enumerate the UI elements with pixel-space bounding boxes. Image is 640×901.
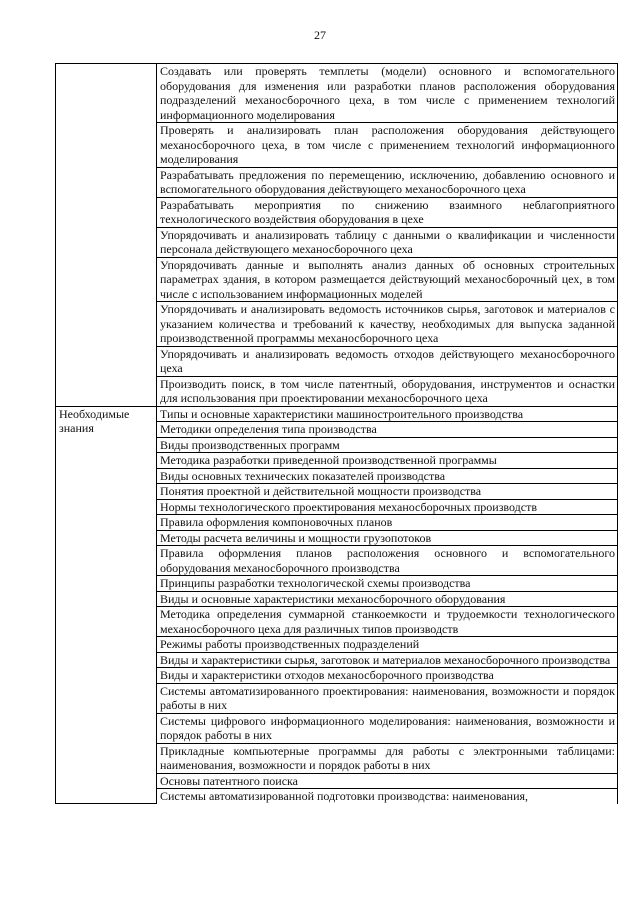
table-body (56, 64, 618, 804)
page-number: 27 (314, 28, 326, 42)
required-knowledge-item: Виды основных технических показателей производства (157, 468, 618, 484)
required-knowledge-item: Правила оформления планов расположения основного и вспомогательного оборудования механосборочного производства (157, 546, 618, 576)
labor-action-item: Разрабатывать мероприятия по снижению взаимного неблагоприятного технологического воздействия оборудования в цехе (157, 197, 618, 227)
required-knowledge-item: Виды и основные характеристики механосборочного оборудования (157, 591, 618, 607)
required-knowledge-item: Системы цифрового информационного моделирования: наименования, возможности и порядок работы в них (157, 713, 618, 743)
required-knowledge-item: Нормы технологического проектирования механосборочных производств (157, 499, 618, 515)
required-knowledge-label: Необходимые знания (56, 406, 157, 804)
required-knowledge-row (56, 406, 618, 422)
labor-action-item: Производить поиск, в том числе патентный, оборудования, инструментов и оснастки для использования при проектировании механосборочного цеха (157, 376, 618, 406)
required-knowledge-item: Принципы разработки технологической схемы производства (157, 576, 618, 592)
labor-action-row (56, 64, 618, 123)
requirements-table (55, 63, 618, 804)
required-knowledge-item: Типы и основные характеристики машиностроительного производства (157, 406, 618, 422)
required-knowledge-item: Методика разработки приведенной производственной программы (157, 453, 618, 469)
required-knowledge-item: Правила оформления компоновочных планов (157, 515, 618, 531)
labor-action-item: Проверять и анализировать план расположения оборудования действующего механосборочного цеха, в том числе с применением технологий информационного моделирования (157, 123, 618, 168)
labor-action-item: Создавать или проверять темплеты (модели) основного и вспомогательного оборудования для изменения или разработки планов расположения оборудования подразделений механосборочного цеха, в том числе с применением технологий информационного моделирования (157, 64, 618, 123)
required-knowledge-item: Прикладные компьютерные программы для работы с электронными таблицами: наименования, возможности и порядок работы в них (157, 743, 618, 773)
required-knowledge-item: Понятия проектной и действительной мощности производства (157, 484, 618, 500)
required-knowledge-item: Системы автоматизированной подготовки производства: наименования, (157, 789, 618, 804)
required-knowledge-item: Виды производственных программ (157, 437, 618, 453)
labor-action-item: Разрабатывать предложения по перемещению, исключению, добавлению основного и вспомогательного оборудования действующего механосборочного цеха (157, 167, 618, 197)
required-knowledge-item: Методы расчета величины и мощности грузопотоков (157, 530, 618, 546)
labor-action-item: Упорядочивать данные и выполнять анализ данных об основных строительных параметрах здания, в котором размещается действующий механосборочный цех, в том числе с использованием информационных моделей (157, 257, 618, 302)
required-knowledge-item: Методики определения типа производства (157, 422, 618, 438)
required-knowledge-item: Виды и характеристики сырья, заготовок и материалов механосборочного производства (157, 652, 618, 668)
required-knowledge-item: Виды и характеристики отходов механосборочного производства (157, 668, 618, 684)
required-knowledge-item: Системы автоматизированного проектирования: наименования, возможности и порядок работы в них (157, 683, 618, 713)
labor-action-item: Упорядочивать и анализировать таблицу с данными о квалификации и численности персонала действующего механосборочного цеха (157, 227, 618, 257)
labor-action-item: Упорядочивать и анализировать ведомость отходов действующего механосборочного цеха (157, 346, 618, 376)
required-knowledge-item: Основы патентного поиска (157, 773, 618, 789)
labor-action-item: Упорядочивать и анализировать ведомость источников сырья, заготовок и материалов с указанием количества и требований к качеству, необходимых для выпуска заданной производственной программы механосборочного цеха (157, 302, 618, 347)
required-knowledge-item: Методика определения суммарной станкоемкости и трудоемкости технологического механосборочного цеха для различных типов производств (157, 607, 618, 637)
labor-action-label (56, 64, 157, 407)
required-knowledge-item: Режимы работы производственных подразделений (157, 637, 618, 653)
